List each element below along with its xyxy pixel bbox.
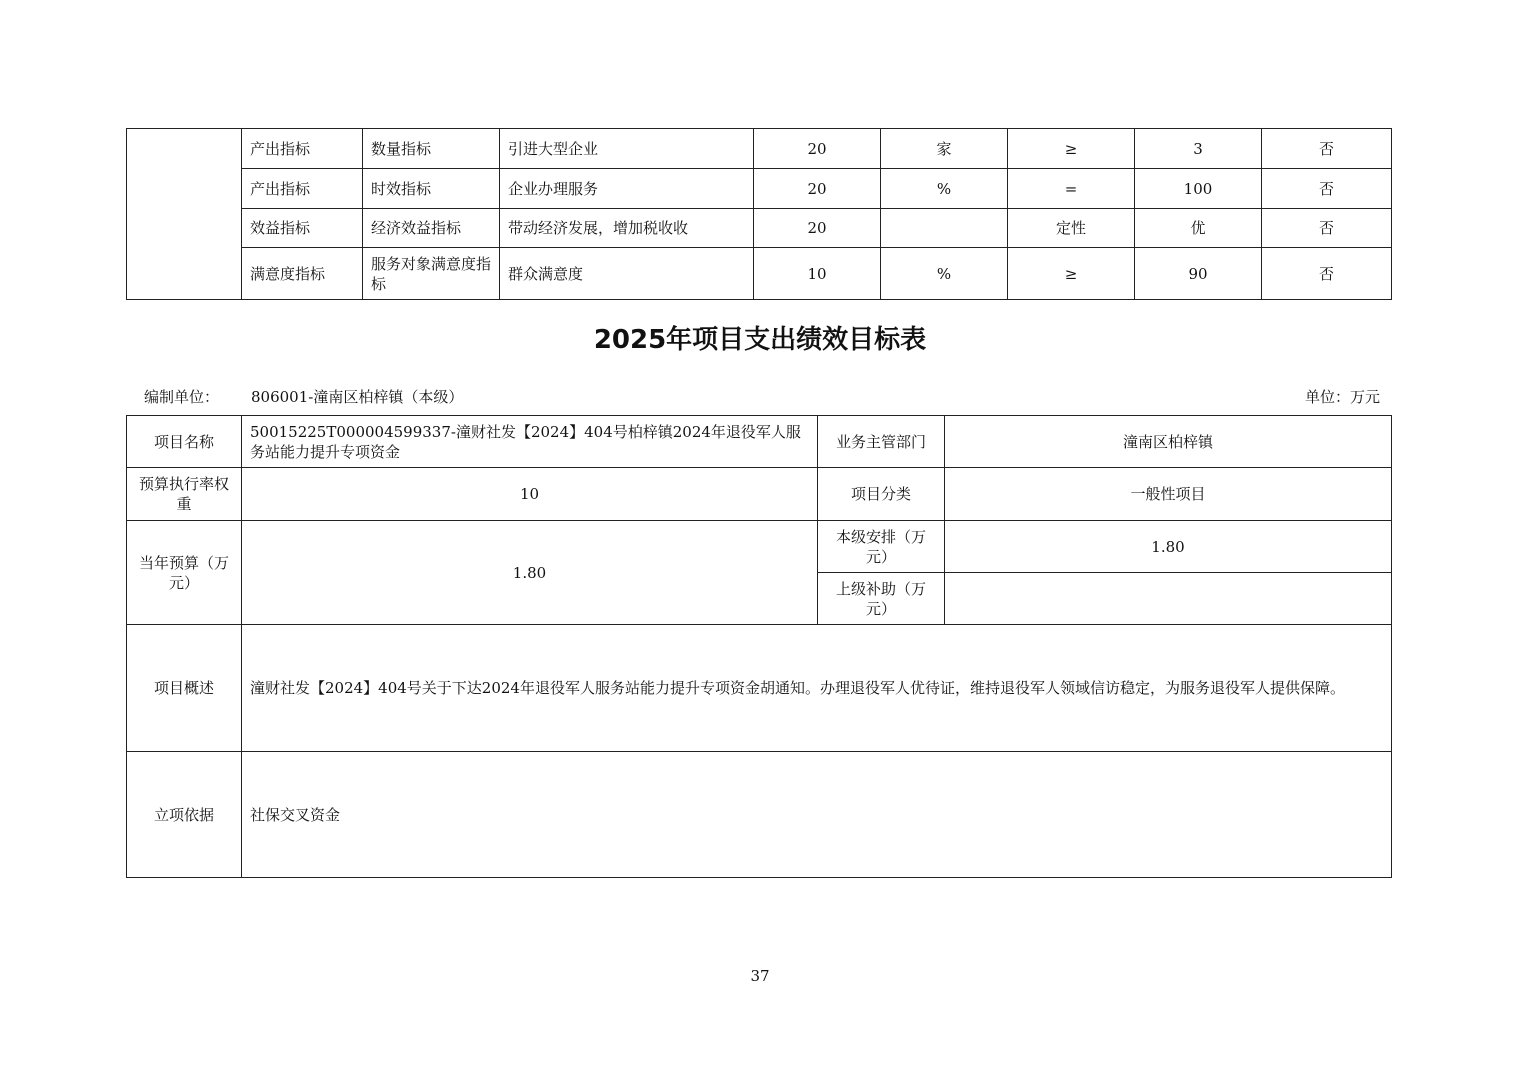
category-value: 一般性项目 — [945, 468, 1392, 521]
unit-cell: 家 — [881, 129, 1008, 169]
operator-cell: ≥ — [1008, 129, 1135, 169]
upper-subsidy-value — [945, 573, 1392, 625]
basis-label: 立项依据 — [127, 752, 242, 878]
level2-indicator-cell: 服务对象满意度指标 — [363, 248, 500, 300]
table-row — [127, 752, 1392, 878]
target-cell: 100 — [1135, 169, 1262, 209]
level3-indicator-cell: 群众满意度 — [500, 248, 754, 300]
project-name-value: 50015225T000004599337-潼财社发【2024】404号柏梓镇2024年退役军人服务站能力提升专项资金 — [242, 416, 818, 468]
page-title: 2025年项目支出绩效目标表 — [593, 325, 927, 355]
weight-cell: 10 — [754, 248, 881, 300]
weight-cell: 20 — [754, 169, 881, 209]
target-cell: 优 — [1135, 209, 1262, 248]
table-row — [127, 625, 1392, 752]
overview-label: 项目概述 — [127, 625, 242, 752]
page-number: 37 — [750, 967, 770, 985]
unit-cell: % — [881, 248, 1008, 300]
table-row — [127, 468, 1392, 521]
target-cell: 3 — [1135, 129, 1262, 169]
level1-indicator-cell: 效益指标 — [242, 209, 363, 248]
operator-cell: 定性 — [1008, 209, 1135, 248]
level3-indicator-cell: 带动经济发展，增加税收收 — [500, 209, 754, 248]
level1-indicator-cell: 满意度指标 — [242, 248, 363, 300]
compiling-unit-label: 编制单位： — [144, 388, 220, 406]
table-row — [127, 209, 1392, 248]
table-row — [127, 129, 1392, 169]
department-label: 业务主管部门 — [818, 416, 945, 468]
level2-indicator-cell: 数量指标 — [363, 129, 500, 169]
basis-value: 社保交叉资金 — [242, 752, 1392, 878]
annual-budget-value: 1.80 — [242, 521, 818, 625]
level2-indicator-cell: 经济效益指标 — [363, 209, 500, 248]
currency-unit-label: 单位：万元 — [1304, 388, 1380, 406]
table-row — [127, 248, 1392, 300]
operator-cell: = — [1008, 169, 1135, 209]
level3-indicator-cell: 引进大型企业 — [500, 129, 754, 169]
indicator-continuation-table — [126, 128, 1392, 300]
table-row — [127, 416, 1392, 468]
exec-rate-label: 预算执行率权重 — [127, 468, 242, 521]
merged-empty-cell — [127, 129, 242, 300]
operator-cell: ≥ — [1008, 248, 1135, 300]
weight-cell: 20 — [754, 209, 881, 248]
core-indicator-cell: 否 — [1262, 248, 1392, 300]
table-row — [127, 521, 1392, 573]
target-cell: 90 — [1135, 248, 1262, 300]
annual-budget-label: 当年预算（万元） — [127, 521, 242, 625]
level1-indicator-cell: 产出指标 — [242, 169, 363, 209]
level3-indicator-cell: 企业办理服务 — [500, 169, 754, 209]
table-row — [127, 169, 1392, 209]
unit-cell: % — [881, 169, 1008, 209]
department-value: 潼南区柏梓镇 — [945, 416, 1392, 468]
compiling-unit-value: 806001-潼南区柏梓镇（本级） — [251, 388, 464, 406]
category-label: 项目分类 — [818, 468, 945, 521]
local-allocation-value: 1.80 — [945, 521, 1392, 573]
unit-cell — [881, 209, 1008, 248]
weight-cell: 20 — [754, 129, 881, 169]
project-name-label: 项目名称 — [127, 416, 242, 468]
level2-indicator-cell: 时效指标 — [363, 169, 500, 209]
upper-subsidy-label: 上级补助（万元） — [818, 573, 945, 625]
local-allocation-label: 本级安排（万元） — [818, 521, 945, 573]
exec-rate-value: 10 — [242, 468, 818, 521]
project-info-table — [126, 415, 1392, 878]
core-indicator-cell: 否 — [1262, 209, 1392, 248]
core-indicator-cell: 否 — [1262, 169, 1392, 209]
core-indicator-cell: 否 — [1262, 129, 1392, 169]
level1-indicator-cell: 产出指标 — [242, 129, 363, 169]
overview-value: 潼财社发【2024】404号关于下达2024年退役军人服务站能力提升专项资金胡通知。办理退役军人优待证，维持退役军人领域信访稳定，为服务退役军人提供保障。 — [242, 625, 1392, 752]
